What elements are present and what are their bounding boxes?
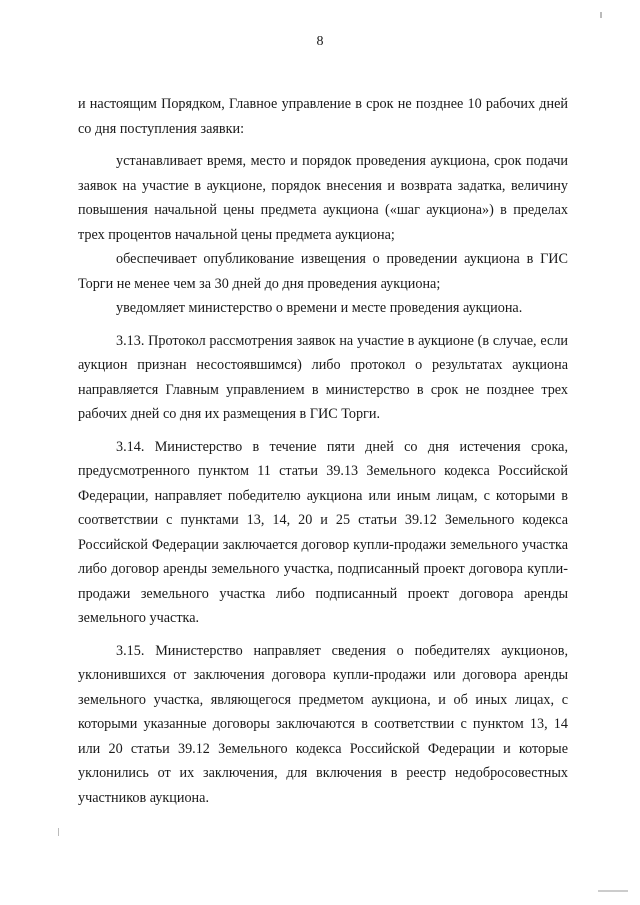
page-number: 8 xyxy=(316,34,324,49)
scan-mark xyxy=(598,890,628,892)
paragraph-set-auction-time: устанавливает время, место и порядок проведения аукциона, срок подачи заявок на участие в аукционе, порядок внесения и возврата задатка, величину повышения начальной цены предмета аукциона («шаг аукциона») в пределах трех процентов начальной цены предмета аукциона; xyxy=(78,153,568,243)
paragraph-3-13: 3.13. Протокол рассмотрения заявок на участие в аукционе (в случае, если аукцион признан несостоявшимся) либо протокол о результатах аукциона направляется Главным управлением в министерство в срок не позднее трех рабочих дней со дня их размещения в ГИС Торги. xyxy=(78,332,568,422)
scan-mark xyxy=(58,828,59,836)
paragraph-intro: и настоящим Порядком, Главное управление в срок не позднее 10 рабочих дней со дня поступления заявки: xyxy=(78,96,568,137)
paragraph-3-14: 3.14. Министерство в течение пяти дней со дня истечения срока, предусмотренного пунктом 11 статьи 39.13 Земельного кодекса Российской Федерации, направляет победителю аукциона или иным лицам, с которыми в соответствии с пунктами 13, 14, 20 и 25 статьи 39.12 Земельного кодекса Российской Федерации заключается договор купли-продажи земельного участка либо договор аренды земельного участка, подписанный проект договора купли-продажи земельного участка либо подписанный проект договора аренды земельного участка. xyxy=(78,438,568,626)
scan-mark xyxy=(600,12,602,18)
paragraph-publish-notice: обеспечивает опубликование извещения о проведении аукциона в ГИС Торги не менее чем за 30 дней до дня проведения аукциона; xyxy=(78,251,568,292)
document-body xyxy=(78,92,568,810)
paragraph-notify-ministry: уведомляет министерство о времени и месте проведения аукциона. xyxy=(116,300,523,316)
paragraph-3-15: 3.15. Министерство направляет сведения о победителях аукционов, уклонившихся от заключения договора купли-продажи или договора аренды земельного участка, являющегося предметом аукциона, и об иных лицах, с которыми указанные договоры заключаются в соответствии с пунктом 13, 14 или 20 статьи 39.12 Земельного кодекса Российской Федерации и которые уклонились от их заключения, для включения в реестр недобросовестных участников аукциона. xyxy=(78,642,568,806)
